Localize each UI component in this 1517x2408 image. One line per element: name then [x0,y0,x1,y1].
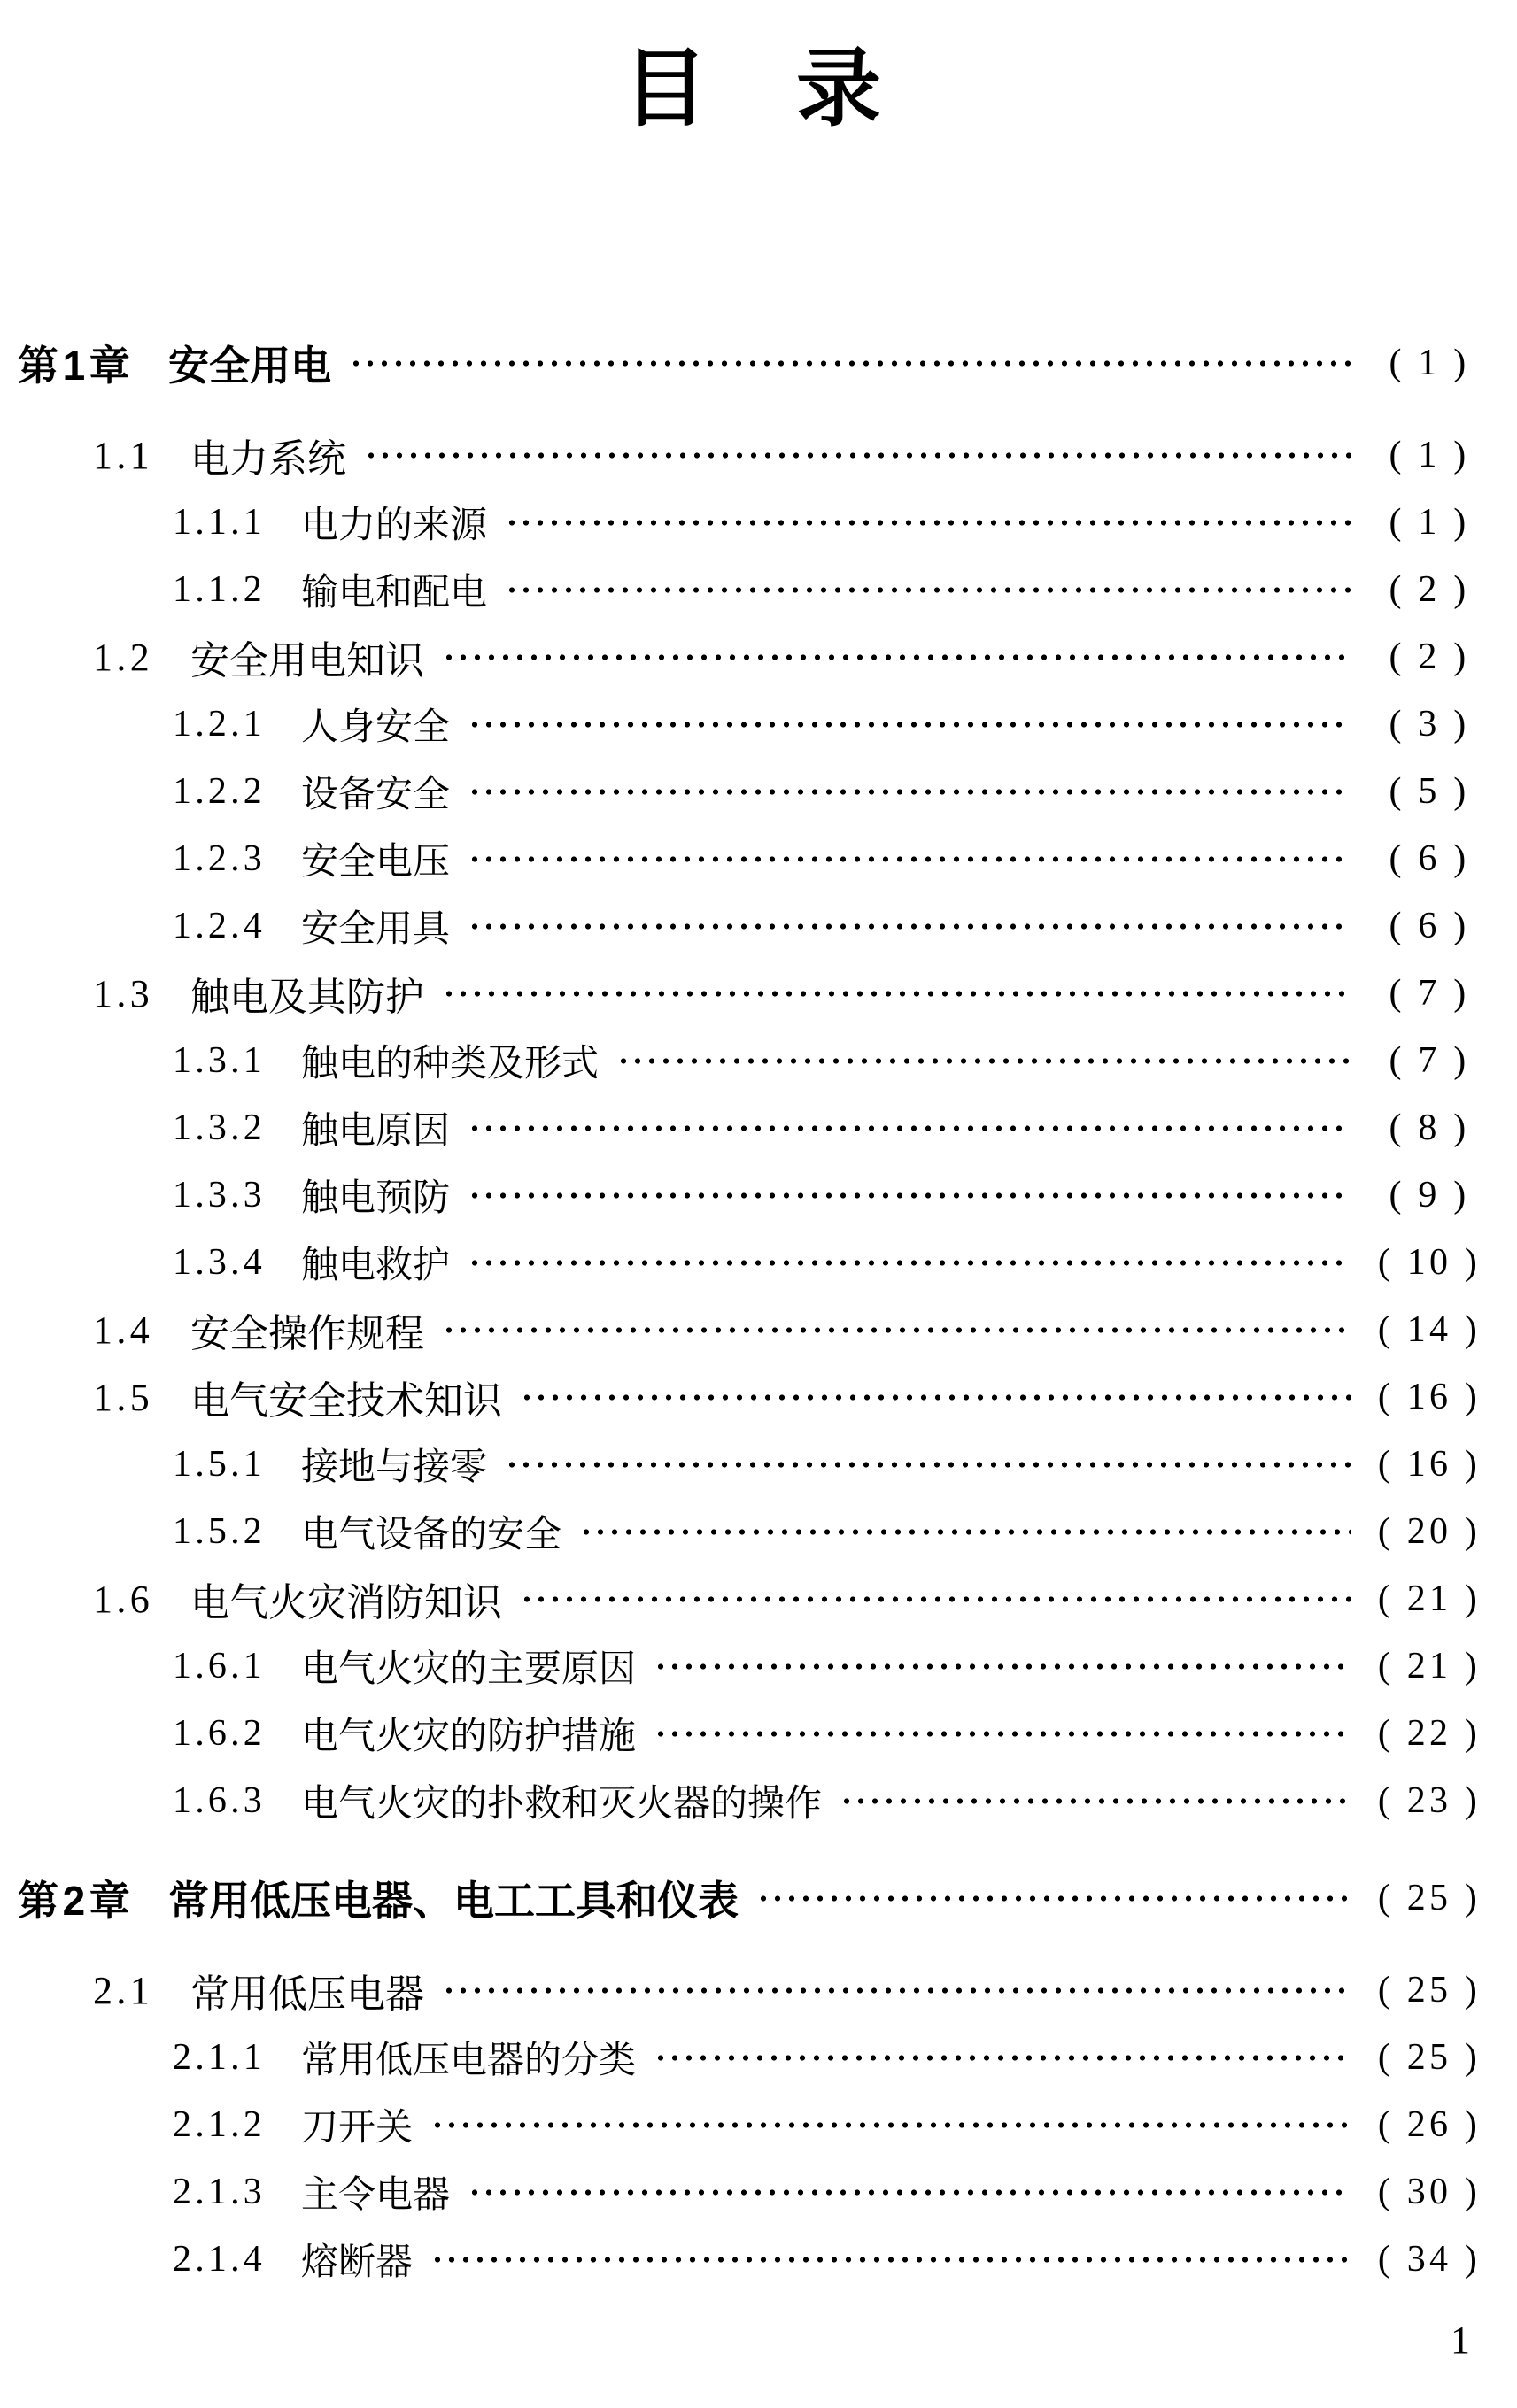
dot-leader [505,1461,1351,1469]
entry-number: 1.5 [93,1375,154,1419]
entry-page: ( 10 ) [1377,1242,1482,1284]
entry-number: 1.3.2 [173,1108,266,1149]
toc-entry [18,691,1488,758]
entry-page: ( 6 ) [1389,906,1470,947]
entry-title: 触电的种类及形式 [301,1044,600,1085]
toc-entry [18,1363,1488,1431]
entry-page: ( 30 ) [1377,2172,1482,2213]
dot-leader [468,922,1351,930]
entry-number: 1.3 [93,971,154,1015]
entry-page: ( 22 ) [1377,1713,1482,1755]
entry-title: 主令电器 [301,2175,451,2217]
entry-page: ( 26 ) [1377,2104,1482,2146]
entry-title: 输电和配电 [301,573,488,614]
entry-number: 1.2 [93,635,154,679]
entry-title: 电气火灾的扑救和灭火器的操作 [301,1784,823,1825]
entry-page: ( 1 ) [1389,435,1470,476]
entry-page: ( 7 ) [1389,973,1470,1015]
dot-leader [520,1393,1351,1401]
entry-title: 刀开关 [301,2108,414,2149]
entry-title: 触电原因 [301,1111,451,1153]
toc-entry [18,758,1488,825]
entry-title: 触电预防 [301,1178,451,1220]
toc-entry [18,421,1488,489]
entry-page: ( 2 ) [1389,637,1470,678]
entry-page: ( 14 ) [1377,1309,1482,1351]
entry-page: ( 16 ) [1377,1377,1482,1418]
toc-list [18,329,1488,2293]
entry-page: ( 21 ) [1377,1578,1482,1620]
entry-title: 安全电压 [301,842,451,884]
entry-title: 安全用电知识 [190,639,424,683]
toc-entry [18,1431,1488,1498]
entry-title: 电力的来源 [301,506,488,547]
toc-entry [18,2226,1488,2293]
entry-title: 电力系统 [190,437,346,482]
toc-entry [18,1162,1488,1229]
dot-leader [468,1124,1351,1132]
entry-number: 1.3.3 [173,1175,266,1216]
entry-title: 电气安全技术知识 [190,1379,502,1424]
entry-number: 2.1 [93,1968,154,2012]
entry-number: 2.1.4 [173,2239,266,2281]
entry-number: 1.2.4 [173,906,266,947]
dot-leader [654,1663,1351,1671]
entry-title: 触电救护 [301,1246,451,1287]
dot-leader [430,2121,1351,2129]
toc-entry [18,825,1488,892]
entry-page: ( 9 ) [1389,1175,1470,1216]
toc-entry [18,1632,1488,1700]
entry-title: 常用低压电器的分类 [301,2041,637,2082]
entry-title: 安全操作规程 [190,1312,424,1356]
entry-number: 1.6.3 [173,1780,266,1822]
dot-leader [468,1192,1351,1200]
toc-entry [18,960,1488,1027]
dot-leader [442,1987,1351,1995]
dot-leader [840,1797,1351,1805]
entry-title: 安全用具 [301,909,451,951]
dot-leader [468,855,1351,863]
entry-title: 触电及其防护 [190,976,424,1020]
dot-leader [756,1895,1351,1902]
entry-page: ( 8 ) [1389,1108,1470,1149]
entry-page: ( 25 ) [1377,1878,1482,1919]
toc-entry [18,489,1488,556]
entry-number: 1.2.1 [173,704,266,745]
entry-title: 常用低压电器、电工工具和仪表 [168,1878,739,1925]
entry-number: 1.6.2 [173,1713,266,1755]
entry-number: 1.1 [93,433,154,477]
toc-entry [18,1296,1488,1363]
entry-page: ( 25 ) [1377,1970,1482,2011]
entry-page: ( 1 ) [1389,502,1470,544]
dot-leader [654,1730,1351,1738]
toc-entry [18,2091,1488,2158]
entry-number: 第1章 [18,343,135,390]
page-title: 目 录 [623,42,883,136]
dot-leader [364,452,1351,459]
entry-number: 1.5.1 [173,1444,266,1486]
toc-entry [18,2024,1488,2091]
entry-number: 1.6 [93,1577,154,1621]
entry-number: 2.1.2 [173,2104,266,2146]
dot-leader [468,1259,1351,1267]
toc-entry [18,1956,1488,2024]
entry-number: 1.6.1 [173,1646,266,1687]
entry-page: ( 16 ) [1377,1444,1482,1486]
dot-leader [616,1057,1351,1065]
dot-leader [468,721,1351,729]
entry-number: 2.1.1 [173,2037,266,2079]
entry-page: ( 7 ) [1389,1040,1470,1082]
entry-page: ( 20 ) [1377,1511,1482,1553]
toc-entry [18,1864,1488,1932]
dot-leader [442,653,1351,661]
entry-number: 1.1.2 [173,569,266,611]
dot-leader [442,1326,1351,1334]
entry-title: 人身安全 [301,707,451,749]
toc-entry [18,623,1488,691]
dot-leader [654,2054,1351,2062]
entry-page: ( 5 ) [1389,771,1470,813]
toc-entry [18,1498,1488,1565]
entry-title: 安全用电 [168,343,331,390]
entry-title: 电气设备的安全 [301,1515,562,1556]
entry-number: 1.3.1 [173,1040,266,1082]
page-number: 1 [1451,2319,1470,2363]
toc-entry [18,1565,1488,1632]
dot-leader [505,586,1351,594]
toc-entry [18,556,1488,623]
toc-entry [18,1094,1488,1162]
dot-leader [468,788,1351,796]
dot-leader [579,1528,1351,1536]
entry-number: 1.3.4 [173,1242,266,1284]
entry-title: 电气火灾的防护措施 [301,1717,637,1758]
entry-page: ( 1 ) [1389,343,1470,384]
entry-page: ( 6 ) [1389,838,1470,880]
entry-title: 电气火灾消防知识 [190,1581,502,1625]
entry-title: 接地与接零 [301,1447,488,1489]
entry-page: ( 25 ) [1377,2037,1482,2079]
toc-entry [18,329,1488,397]
dot-leader [430,2256,1351,2264]
toc-entry [18,1229,1488,1296]
toc-entry [18,1767,1488,1834]
entry-page: ( 23 ) [1377,1780,1482,1822]
entry-title: 熔断器 [301,2242,414,2284]
toc-entry [18,2158,1488,2226]
dot-leader [442,990,1351,998]
entry-number: 1.2.2 [173,771,266,813]
entry-page: ( 21 ) [1377,1646,1482,1687]
dot-leader [349,359,1351,367]
entry-number: 1.5.2 [173,1511,266,1553]
entry-title: 设备安全 [301,775,451,816]
toc-entry [18,892,1488,960]
entry-title: 常用低压电器 [190,1972,424,2017]
entry-page: ( 2 ) [1389,569,1470,611]
entry-number: 2.1.3 [173,2172,266,2213]
dot-leader [468,2188,1351,2196]
entry-number: 1.4 [93,1308,154,1352]
toc-entry [18,1700,1488,1767]
entry-number: 1.2.3 [173,838,266,880]
entry-page: ( 3 ) [1389,704,1470,745]
dot-leader [505,519,1351,527]
entry-number: 第2章 [18,1878,135,1925]
entry-page: ( 34 ) [1377,2239,1482,2281]
dot-leader [520,1595,1351,1603]
entry-number: 1.1.1 [173,502,266,544]
toc-entry [18,1027,1488,1094]
entry-title: 电气火灾的主要原因 [301,1649,637,1691]
